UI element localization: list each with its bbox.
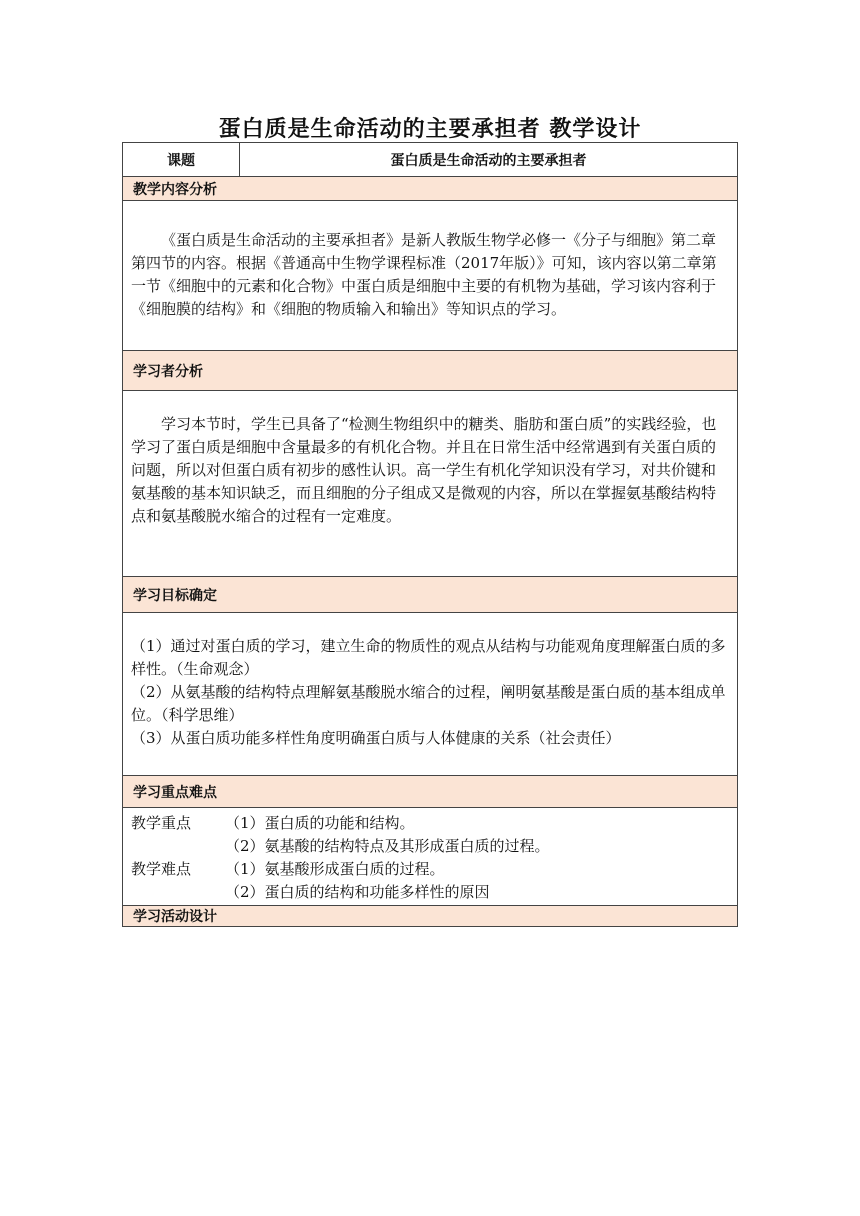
- learner-analysis-text: 学习本节时，学生已具备了“检测生物组织中的糖类、脂肪和蛋白质”的实践经验，也学习了蛋白质是细胞中含量最多的有机化合物。并且在日常生活中经常遇到有关蛋白质的问题，所以对但蛋白质有初步的感性认识。高一学生有机化学知识没有学习，对共价键和氨基酸的基本知识缺乏，而且细胞的分子组成又是微观的内容，所以在掌握氨基酸结构特点和氨基酸脱水缩合的过程有一定难度。: [123, 391, 737, 577]
- difficulty-item-1: （1）氨基酸形成蛋白质的过程。: [225, 860, 445, 878]
- document-title: 蛋白质是生命活动的主要承担者 教学设计: [218, 116, 642, 142]
- focus-item-2: （2）氨基酸的结构特点及其形成蛋白质的过程。: [225, 837, 550, 855]
- objective-item-3: （3）从蛋白质功能多样性角度明确蛋白质与人体健康的关系（社会责任）: [131, 729, 621, 747]
- key-points-header: 学习重点难点: [123, 776, 737, 808]
- course-row: [123, 143, 737, 177]
- objectives-body: [123, 613, 737, 776]
- content-analysis-header: 教学内容分析: [123, 177, 737, 201]
- activities-header: 学习活动设计: [123, 906, 737, 926]
- course-label: 课题: [123, 143, 240, 176]
- lesson-plan-table: [122, 142, 738, 927]
- content-analysis-text: 《蛋白质是生命活动的主要承担者》是新人教版生物学必修一《分子与细胞》第二章第四节的内容。根据《普通高中生物学课程标准（2017年版）》可知，该内容以第二章第一节《细胞中的元素和化合物》中蛋白质是细胞中主要的有机物为基础，学习该内容利于《细胞膜的结构》和《细胞的物质输入和输出》等知识点的学习。: [123, 201, 737, 351]
- objective-item-1: （1）通过对蛋白质的学习，建立生命的物质性的观点从结构与功能观角度理解蛋白质的多样性。（生命观念）: [131, 637, 726, 678]
- focus-label: 教学重点: [131, 814, 192, 832]
- learner-analysis-header: 学习者分析: [123, 351, 737, 391]
- focus-item-1: （1）蛋白质的功能和结构。: [225, 814, 415, 832]
- difficulty-item-2: （2）蛋白质的结构和功能多样性的原因: [225, 883, 490, 901]
- objective-item-2: （2）从氨基酸的结构特点理解氨基酸脱水缩合的过程，阐明氨基酸是蛋白质的基本组成单位。（科学思维）: [131, 683, 726, 724]
- objectives-header: 学习目标确定: [123, 577, 737, 613]
- course-title: 蛋白质是生命活动的主要承担者: [390, 152, 587, 169]
- key-points-body: [123, 808, 737, 906]
- difficulty-label: 教学难点: [131, 860, 192, 878]
